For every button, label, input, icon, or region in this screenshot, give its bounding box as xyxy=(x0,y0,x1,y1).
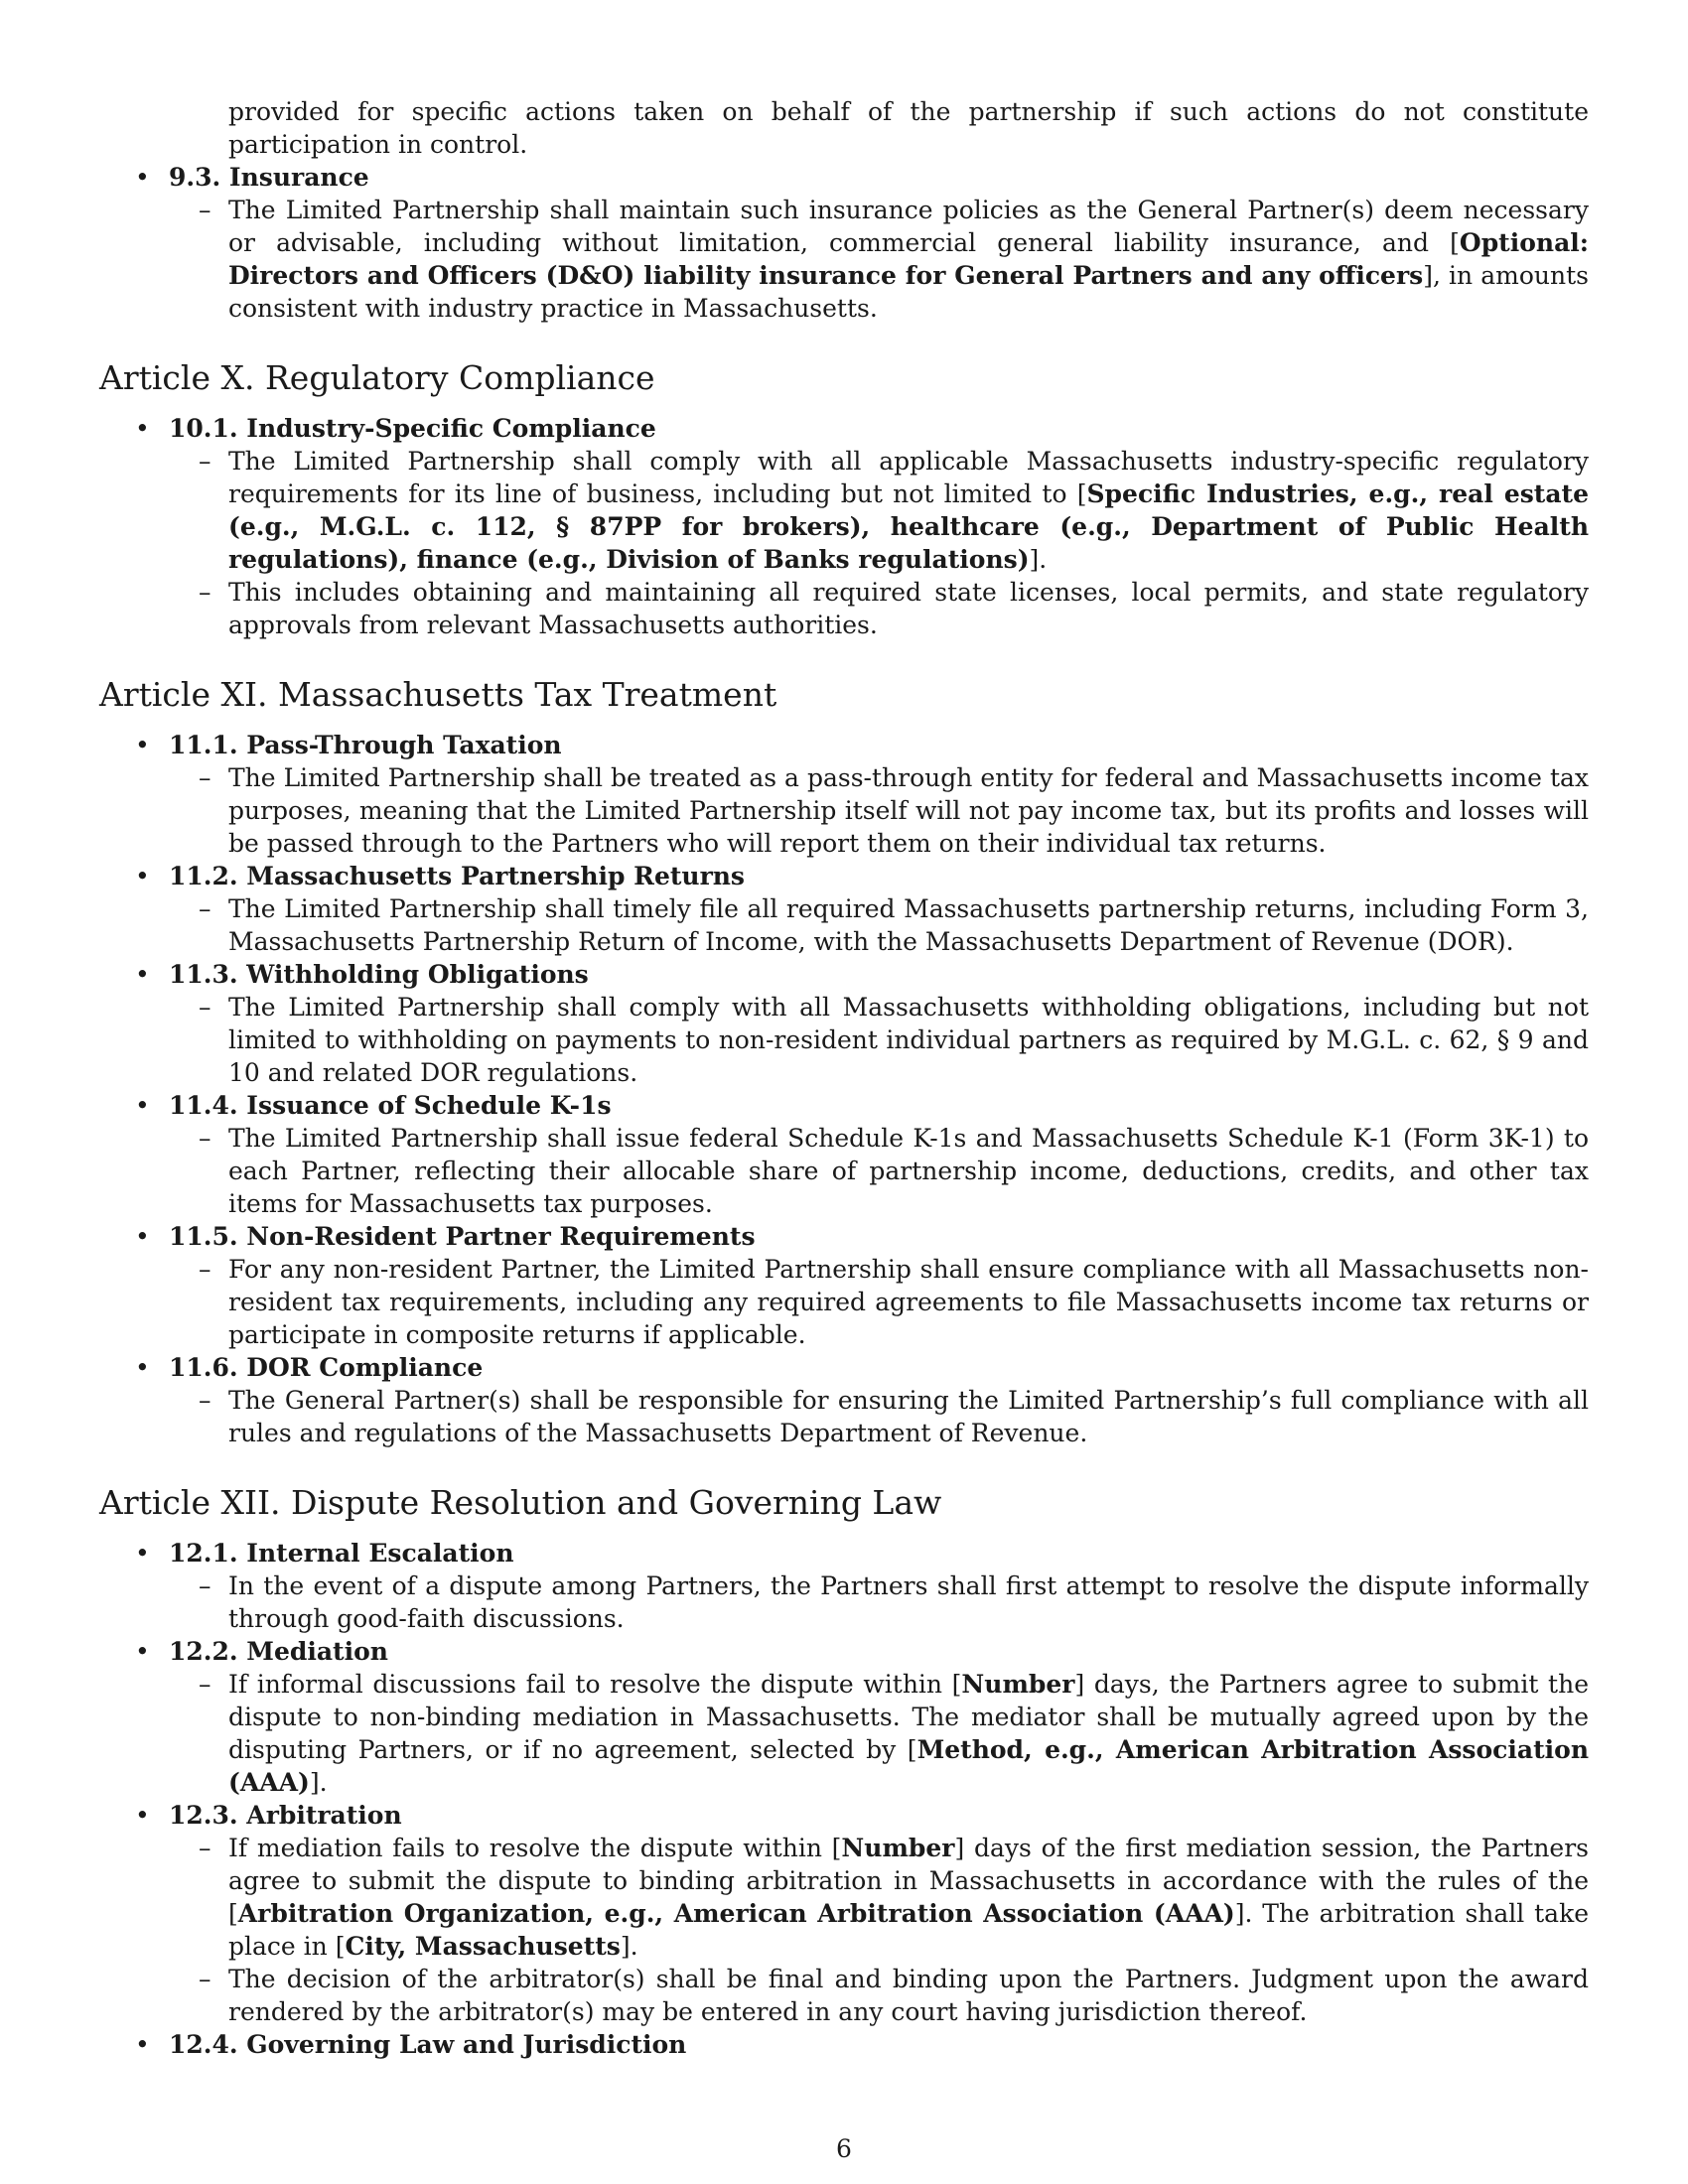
section-10-1: • 10.1. Industry-Specific Compliance – The Limited Partnership shall comply with all applicable Massachusetts industry-specific regulatory requirements for its line of business, including but not limited to [Specific Industries, e.g., real estate (e.g., M.G.L. c. 112, § 87PP for brokers), healthcare (e.g., Department of Public Health regulations), finance (e.g., Division of Banks regulations)]. – This includes obtaining and maintaining all required state licenses, local permits, and state regulatory approvals from relevant Massachusetts authorities. xyxy=(135,414,1589,639)
section-12-1: • 12.1. Internal Escalation – In the event of a dispute among Partners, the Partners shall first attempt to resolve the dispute informally through good-faith discussions. xyxy=(135,1539,1589,1633)
continuation-text: provided for specific actions taken on behalf of the partnership if such actions do not constitute participation in control. xyxy=(228,97,1589,159)
section-11-2: • 11.2. Massachusetts Partnership Returns – The Limited Partnership shall timely file all required Massachusetts partnership returns, including Form 3, Massachusetts Partnership Return of Income, with the Massachusetts Department of Revenue (DOR). xyxy=(135,862,1589,956)
article-xii-heading: Article XII. Dispute Resolution and Governing Law xyxy=(99,1483,942,1522)
section-11-6: • 11.6. DOR Compliance – The General Partner(s) shall be responsible for ensuring the Limited Partnership’s full compliance with all rules and regulations of the Massachusetts Department of Revenue. xyxy=(135,1353,1589,1447)
section-10-1-text: – The Limited Partnership shall comply with all applicable Massachusetts industry-specific regulatory requirements for its line of business, including but not limited to [Specific Industries, e.g., real estate (e.g., M.G.L. c. 112, § 87PP for brokers), healthcare (e.g., Department of Public Health regulations), finance (e.g., Division of Banks regulations)]. xyxy=(199,447,1589,574)
page-number: 6 xyxy=(836,2134,852,2163)
section-11-1: • 11.1. Pass-Through Taxation – The Limited Partnership shall be treated as a pass-through entity for federal and Massachusetts income tax purposes, meaning that the Limited Partnership itself will not pay income tax, but its profits and losses will be passed through to the Partners who will report them on their individual tax returns. xyxy=(135,731,1589,858)
section-11-4: • 11.4. Issuance of Schedule K-1s – The Limited Partnership shall issue federal Schedule K-1s and Massachusetts Schedule K-1 (Form 3K-1) to each Partner, reflecting their allocable share of partnership income, deductions, credits, and other tax items for Massachusetts tax purposes. xyxy=(135,1091,1589,1218)
section-12-2: • 12.2. Mediation – If informal discussions fail to resolve the dispute within [Number] days, the Partners agree to submit the dispute to non-binding mediation in Massachusetts. The mediator shall be mutually agreed upon by the disputing Partners, or if no agreement, selected by [Method, e.g., American Arbitration Association (AAA)]. xyxy=(135,1637,1589,1797)
article-xi-heading: Article XI. Massachusetts Tax Treatment xyxy=(99,675,777,714)
section-9-3-text: – The Limited Partnership shall maintain such insurance policies as the General Partner(s) deem necessary or advisable, including without limitation, commercial general liability insurance, and [Optional: Directors and Officers (D&O) liability insurance for General Partners and any officers], in amounts consistent with industry practice in Massachusetts. xyxy=(199,196,1589,323)
section-11-3: • 11.3. Withholding Obligations – The Limited Partnership shall comply with all Massachusetts withholding obligations, including but not limited to withholding on payments to non-resident individual partners as required by M.G.L. c. 62, § 9 and 10 and related DOR regulations. xyxy=(135,960,1589,1087)
article-x-heading: Article X. Regulatory Compliance xyxy=(99,358,655,397)
section-9-3: • 9.3. Insurance – The Limited Partnership shall maintain such insurance policies as the General Partner(s) deem necessary or advisable, including without limitation, commercial general liability insurance, and [Optional: Directors and Officers (D&O) liability insurance for General Partners and any officers], in amounts consistent with industry practice in Massachusetts. xyxy=(135,163,1589,323)
section-10-1-text-2: – This includes obtaining and maintaining all required state licenses, local permits, and state regulatory approvals from relevant Massachusetts authorities. xyxy=(199,578,1589,639)
section-9-3-title: 9.3. Insurance xyxy=(169,163,369,192)
document-page xyxy=(99,95,1589,2061)
section-11-5: • 11.5. Non-Resident Partner Requirements – For any non-resident Partner, the Limited Partnership shall ensure compliance with all Massachusetts non-resident tax requirements, including any required agreements to file Massachusetts income tax returns or participate in composite returns if applicable. xyxy=(135,1222,1589,1349)
section-12-4: • 12.4. Governing Law and Jurisdiction xyxy=(135,2030,687,2059)
section-10-1-title: 10.1. Industry-Specific Compliance xyxy=(169,414,656,443)
section-12-3: • 12.3. Arbitration – If mediation fails to resolve the dispute within [Number] days of the first mediation session, the Partners agree to submit the dispute to binding arbitration in Massachusetts in accordance with the rules of the [Arbitration Organization, e.g., American Arbitration Association (AAA)]. The arbitration shall take place in [City, Massachusetts]. – The decision of the arbitrator(s) shall be final and binding upon the Partners. Judgment upon the award rendered by the arbitrator(s) may be entered in any court having jurisdiction thereof. xyxy=(135,1801,1590,2026)
